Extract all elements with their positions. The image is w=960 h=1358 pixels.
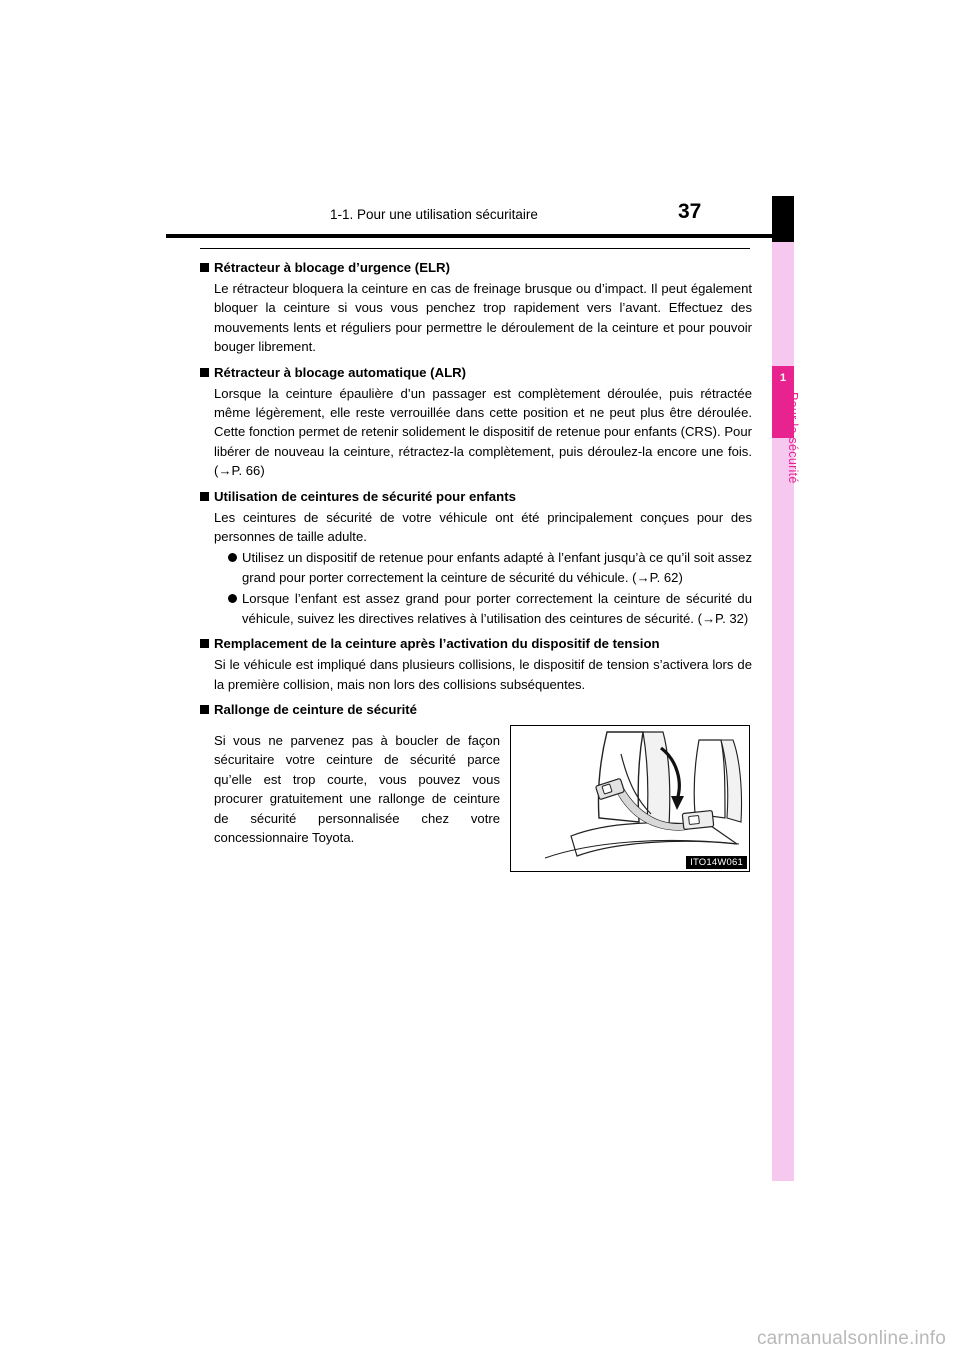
seat-belt-extender-figure [510, 725, 750, 872]
watermark: carmanualsonline.info [756, 1328, 946, 1349]
figure-code: ITO14W061 [686, 856, 747, 869]
section-heading: Rétracteur à blocage automatique (ALR) [214, 364, 467, 380]
section-title: 1-1. Pour une utilisation sécuritaire [330, 207, 538, 222]
section-paragraph: Les ceintures de sécurité de votre véhicule ont été principalement conçues pour des personnes de taille adulte. [214, 509, 752, 545]
round-bullet-icon [228, 553, 237, 562]
chapter-label: Pour la sécurité [786, 392, 800, 484]
seat-illustration [511, 726, 747, 869]
section-belt-extender [200, 700, 752, 872]
section-paragraph: Si vous ne parvenez pas à boucler de façon sécuritaire votre ceinture de sécurité parce qu’elle est trop courte, vous pouvez vous procurer gratuitement une rallonge de ceinture de sécurité personnalisée chez votre concessionnaire Toyota. [214, 732, 500, 845]
square-bullet-icon [200, 263, 209, 272]
square-bullet-icon [200, 639, 209, 648]
header-rule [166, 234, 788, 238]
text-figure-row [200, 725, 752, 872]
square-bullet-icon [200, 368, 209, 377]
square-bullet-icon [200, 492, 209, 501]
section-heading: Remplacement de la ceinture après l’activation du dispositif de tension [214, 636, 660, 652]
page-number: 37 [678, 200, 702, 223]
heading-row [200, 363, 752, 382]
square-bullet-icon [200, 705, 209, 714]
heading-row [200, 634, 752, 653]
chapter-tab-strip [772, 196, 794, 1181]
list-item-text: Lorsque l’enfant est assez grand pour porter correctement la ceinture de sécurité du véhicule, suivez les directives relatives à l’utilisation des ceintures de sécurité. (→P. 32) [242, 591, 752, 626]
section-paragraph: Le rétracteur bloquera la ceinture en cas de freinage brusque ou d’impact. Il peut également bloquer la ceinture si vous vous penchez trop rapidement vers l’avant. Effectuez des mouvements lents et réguliers pour permettre le déroulement de la ceinture et pour pouvoir bouger librement. [214, 281, 752, 355]
round-bullet-icon [228, 594, 237, 603]
header-rule-thin [200, 248, 750, 249]
chapter-number: 1 [779, 372, 787, 384]
list-item-text: Utilisez un dispositif de retenue pour enfants adapté à l’enfant jusqu’à ce qu’il soit assez grand pour porter correctement la ceinture de sécurité du véhicule. (→P. 62) [242, 550, 752, 585]
section-belt-replacement [200, 634, 752, 694]
heading-row [200, 700, 752, 719]
section-child-belts [200, 487, 752, 628]
section-alr [200, 363, 752, 481]
section-heading: Utilisation de ceintures de sécurité pour enfants [214, 488, 516, 504]
list-item [200, 548, 752, 587]
heading-row [200, 258, 752, 277]
list-item [200, 589, 752, 628]
section-heading: Rétracteur à blocage d’urgence (ELR) [214, 260, 450, 275]
section-elr [200, 258, 752, 357]
section-paragraph: Lorsque la ceinture épaulière d’un passager est complètement déroulée, puis rétractée même légèrement, elle reste verrouillée dans cette position et ne peut plus être déroulée. Cette fonction permet de retenir solidement le dispositif de retenue pour enfants (CRS). Pour libérer de nouveau la ceinture, rétractez-la complètement, puis déroulez-la encore une fois. (→P. 66) [214, 385, 752, 479]
page-content [200, 252, 752, 872]
heading-row [200, 487, 752, 506]
section-heading: Rallonge de ceinture de sécurité [214, 701, 418, 717]
section-paragraph: Si le véhicule est impliqué dans plusieurs collisions, le dispositif de tension s’activera lors de la première collision, mais non lors des collisions subséquentes. [214, 657, 752, 692]
